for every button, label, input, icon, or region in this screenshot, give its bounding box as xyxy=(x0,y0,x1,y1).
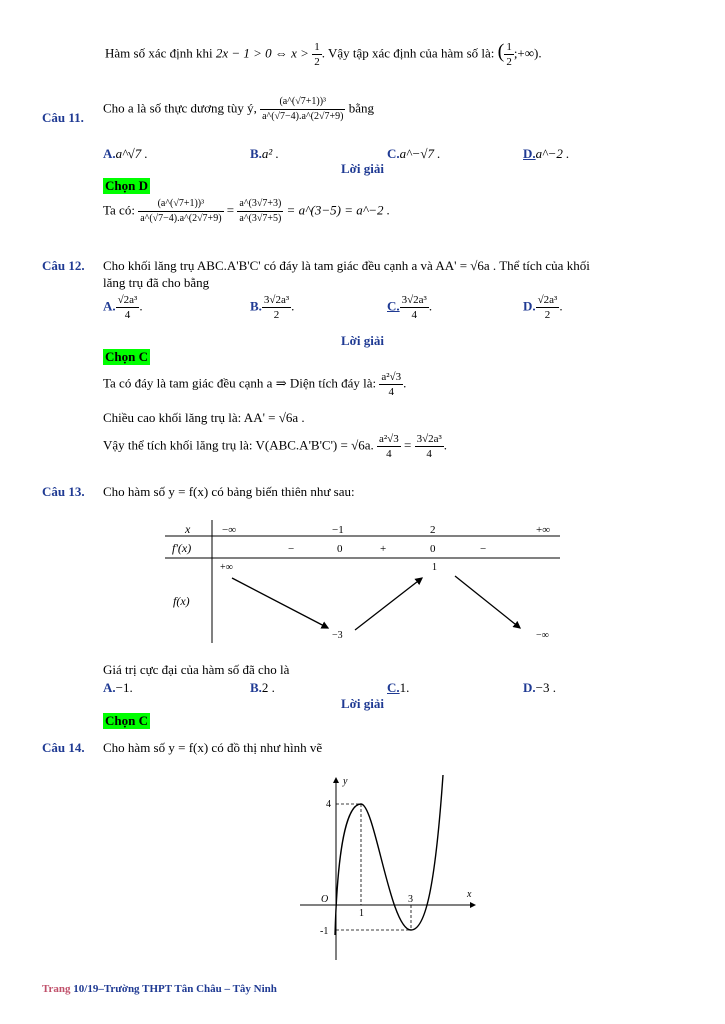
vt-x-1: −1 xyxy=(332,524,344,536)
footer-school: –Trường THPT Tân Châu – Tây Ninh xyxy=(98,983,277,995)
q11-work-label: Ta có: xyxy=(103,202,135,218)
q11-options xyxy=(103,146,703,162)
q13-options xyxy=(103,680,703,696)
q12-line3: Vậy thể tích khối lăng trụ là: V(ABC.A'B'C') = √6a. $\frac{\text{a²√3}}{4}$ = $\frac{\text{3√2a³}}{4}$ . xyxy=(103,433,448,460)
q12-line3-frac1: $\frac{\text{a²√3}}{4}$ xyxy=(379,433,399,460)
vt-sign-0: − xyxy=(288,543,295,555)
q11-label: Câu 11. xyxy=(42,110,84,125)
q13-option-d[interactable]: D.−3 . xyxy=(523,680,556,695)
x-tick-3: 3 xyxy=(408,894,413,905)
q14-label: Câu 14. xyxy=(42,740,85,755)
vt-arrow-down-2 xyxy=(455,576,520,628)
vt-sign-2: + xyxy=(380,543,387,555)
vt-sign-4: − xyxy=(480,543,487,555)
q11-option-b[interactable]: B.a² . xyxy=(250,146,279,161)
paren-open: ( xyxy=(497,40,505,63)
function-graph xyxy=(295,770,485,965)
q12-line1: Ta có đáy là tam giác đều cạnh a ⇒ Diện tích đáy là: $\frac{\text{a²√3}}{4}$ . xyxy=(103,371,407,398)
variation-table xyxy=(160,518,570,648)
q12-option-c[interactable]: C. $\frac{\text{3√2a³}}{4}$ . xyxy=(387,294,433,321)
q13-label: Câu 13. xyxy=(42,484,85,499)
q11-work-frac2: $\frac{a\^{}(3√7+3)}{a\^{}(3√7+5)}$ xyxy=(239,198,282,224)
q13-chosen: Chọn C xyxy=(105,713,148,728)
vt-x-0: −∞ xyxy=(222,524,237,536)
x-tick-1: 1 xyxy=(359,908,364,919)
q12-label: Câu 12. xyxy=(42,258,85,273)
domain-inequality: 2x − 1 > 0 ⇔ x > xyxy=(215,45,309,61)
q11-work: Ta có: $\frac{\text{(a\textasciicircum{}(√7+1))³}}{a\^{}(√7-4).a\^{}(2√7+9)}$ = $\frac{a\^{}(3√7+3)}{a\^{}(3√7+5)}$ = a^(3−5) = a^−2 . xyxy=(103,198,391,224)
q11-option-a[interactable]: A.a^√7 . xyxy=(103,146,148,161)
footer xyxy=(42,983,277,995)
vt-arrow-up xyxy=(355,578,422,630)
curve xyxy=(335,775,443,935)
vt-f-top-left: +∞ xyxy=(220,562,233,573)
q12-line3-frac2: $\frac{\text{3√2a³}}{4}$ xyxy=(416,433,442,460)
q12-option-b[interactable]: B. $\frac{\text{3√2a³}}{2}$ . xyxy=(250,294,295,321)
q12-stem: Cho khối lăng trụ ABC.A'B'C' có đáy là tam giác đều cạnh a và AA' = √6a . Thể tích của khối xyxy=(103,258,590,273)
vt-arrow-down-1 xyxy=(232,578,328,628)
interval-end: ;+∞) xyxy=(513,45,539,61)
x-axis-label: x xyxy=(467,889,472,900)
y-tick-4: 4 xyxy=(326,799,331,810)
vt-sign-1: 0 xyxy=(337,543,343,555)
q11-stem-text: Cho a là số thực dương tùy ý, xyxy=(103,100,257,116)
q11-tail: bằng xyxy=(348,100,374,116)
q12-options xyxy=(103,293,703,333)
y-tick-minus1: -1 xyxy=(320,926,329,937)
q13-question: Giá trị cực đại của hàm số đã cho là xyxy=(103,662,290,677)
q11-fraction: $\frac{\text{(a\textasciicircum{}(√7+1))³}}{a\^{}(√7-4).a\^{}(2√7+9)}$ xyxy=(262,96,344,122)
q11-work-tail: = a^(3−5) = a^−2 . xyxy=(286,202,391,218)
q12-stem2: lăng trụ đã cho bằng xyxy=(103,275,210,290)
half-fraction: $\frac{1}{2}$ xyxy=(314,41,320,68)
vt-x-header: x xyxy=(185,522,191,536)
q11-stem xyxy=(103,95,703,124)
vt-f-top-right: 1 xyxy=(432,562,437,573)
q12-solution-title: Lời giải xyxy=(341,333,384,348)
q11-option-c[interactable]: C.a^−√7 . xyxy=(387,146,441,161)
q13-option-b[interactable]: B.2 . xyxy=(250,680,275,695)
q13-stem: Cho hàm số y = f(x) có bảng biến thiên như sau: xyxy=(103,484,355,499)
q12-chosen: Chọn C xyxy=(105,349,148,364)
footer-trang: Trang xyxy=(42,983,71,995)
q12-line1-frac: $\frac{\text{a²√3}}{4}$ xyxy=(381,371,402,398)
q11-solution-title: Lời giải xyxy=(341,161,384,176)
q12-option-d[interactable]: D. $\frac{\text{√2a³}}{2}$ . xyxy=(523,294,563,321)
q12-line2: Chiều cao khối lăng trụ là: AA' = √6a . xyxy=(103,410,305,425)
vt-x-3: +∞ xyxy=(536,524,551,536)
origin-label: O xyxy=(321,894,329,905)
q13-solution-title: Lời giải xyxy=(341,696,384,711)
y-axis-label: y xyxy=(343,776,348,787)
interval-start: $\frac{1}{2}$ xyxy=(506,41,512,68)
vt-f-bottom-right: −∞ xyxy=(536,630,549,641)
vt-sign-3: 0 xyxy=(430,543,436,555)
vt-f-bottom-mid: −3 xyxy=(332,630,343,641)
period: . xyxy=(538,45,542,61)
domain-conclusion: . Vậy tập xác định của hàm số là: xyxy=(321,45,495,61)
q11-work-frac1: $\frac{\text{(a\textasciicircum{}(√7+1))³}}{a\^{}(√7-4).a\^{}(2√7+9)}$ xyxy=(140,198,222,224)
q12-option-a[interactable]: A. $\frac{\text{√2a³}}{4}$ . xyxy=(103,294,143,321)
vt-fp-header: f'(x) xyxy=(172,541,192,555)
q12-line3-text: Vậy thể tích khối lăng trụ là: V(ABC.A'B'C') = √6a. xyxy=(103,437,374,453)
q14-stem: Cho hàm số y = f(x) có đồ thị như hình vẽ xyxy=(103,740,323,755)
footer-page: 10/19 xyxy=(73,983,99,995)
vt-f-header: f(x) xyxy=(173,594,190,608)
q13-option-a[interactable]: A.−1. xyxy=(103,680,133,695)
q11-option-d[interactable]: D.a^−2 . xyxy=(523,146,570,161)
q11-chosen: Chọn D xyxy=(105,178,148,193)
q12-line1-text: Ta có đáy là tam giác đều cạnh a ⇒ Diện tích đáy là: xyxy=(103,375,377,391)
q13-option-c[interactable]: C.1. xyxy=(387,680,410,695)
vt-x-2: 2 xyxy=(430,524,436,536)
domain-text: Hàm số xác định khi xyxy=(105,45,213,61)
domain-line xyxy=(105,40,542,69)
